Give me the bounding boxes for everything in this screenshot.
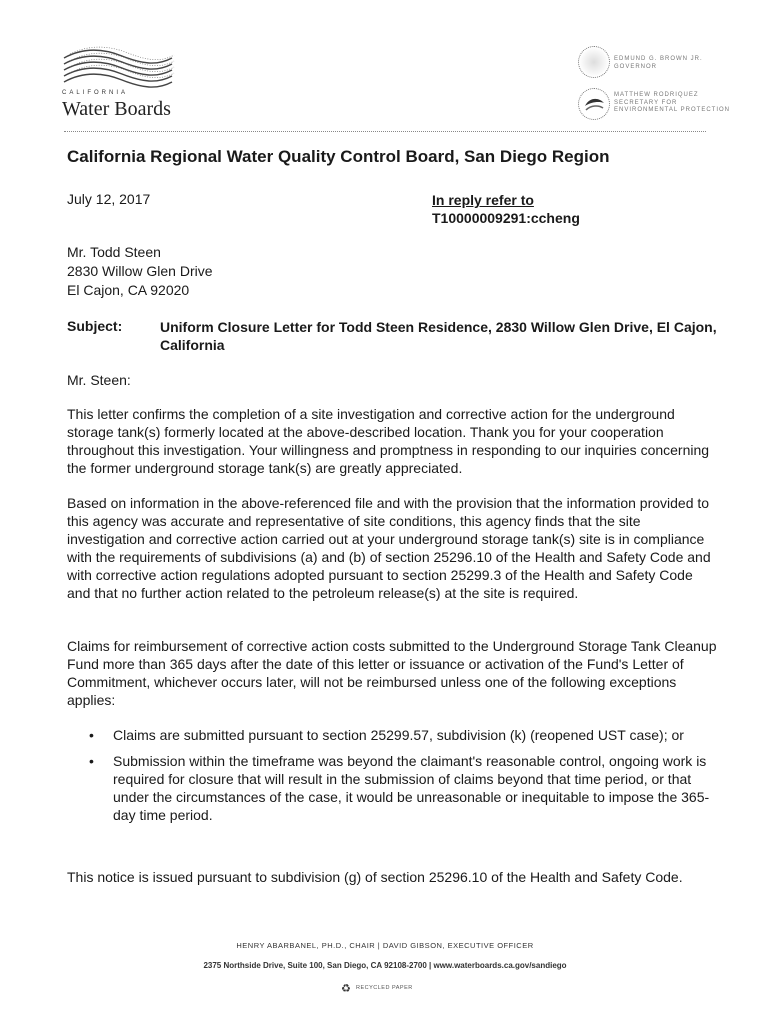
state-seal-icon bbox=[578, 46, 610, 78]
calepa-seal-icon bbox=[578, 88, 610, 120]
recycled-paper-text: RECYCLED PAPER bbox=[356, 985, 413, 991]
bullet-icon: • bbox=[89, 727, 94, 743]
subject-label: Subject: bbox=[67, 318, 123, 334]
secretary-title: SECRETARY FOR bbox=[614, 100, 678, 106]
paragraph-confirmation: This letter confirms the completion of a site investigation and corrective action for the underground storage tank(s) formerly located at the above-described location. Thank you for your cooperation throughout this investigation. Your willingness and promptness in responding to our inquiries concerning the former underground storage tank(s) are greatly appreciated. bbox=[67, 406, 710, 476]
governor-title: GOVERNOR bbox=[614, 64, 658, 70]
water-boards-logo bbox=[62, 44, 262, 124]
reply-value: T10000009291:ccheng bbox=[432, 210, 580, 226]
reply-label: In reply refer to bbox=[432, 192, 534, 208]
board-title: California Regional Water Quality Control Board, San Diego Region bbox=[67, 147, 610, 166]
secretary-title-2: ENVIRONMENTAL PROTECTION bbox=[614, 107, 731, 113]
recycle-icon: ♻ bbox=[341, 983, 351, 995]
subject-text: Uniform Closure Letter for Todd Steen Residence, 2830 Willow Glen Drive, El Cajon, California bbox=[160, 319, 717, 353]
letterhead bbox=[0, 0, 770, 140]
reply-reference bbox=[432, 191, 580, 227]
bullet-icon: • bbox=[89, 753, 94, 769]
logo-name-text: Water Boards bbox=[62, 98, 171, 120]
footer-address: 2375 Northside Drive, Suite 100, San Diego, CA 92108-2700 | www.waterboards.ca.gov/sandiego bbox=[203, 961, 567, 970]
paragraph-claims: Claims for reimbursement of corrective action costs submitted to the Underground Storage Tank Cleanup Fund more than 365 days after the date of this letter or issuance or activation of the Fund's Letter of Commitment, whichever occurs later, will not be reimbursed unless one of the following exceptions applies: bbox=[67, 638, 717, 708]
secretary-name: MATTHEW RODRIQUEZ bbox=[614, 92, 699, 98]
exceptions-list bbox=[67, 726, 719, 832]
paragraph-notice: This notice is issued pursuant to subdivision (g) of section 25296.10 of the Health and Safety Code. bbox=[67, 869, 683, 885]
recipient-street: 2830 Willow Glen Drive bbox=[67, 263, 213, 279]
governor-name: EDMUND G. BROWN JR. bbox=[614, 56, 703, 62]
recipient-address bbox=[67, 243, 213, 300]
list-item-text: Claims are submitted pursuant to section 25299.57, subdivision (k) (reopened UST case); or bbox=[113, 727, 684, 743]
list-item bbox=[67, 752, 719, 824]
salutation: Mr. Steen: bbox=[67, 372, 131, 388]
letterhead-divider bbox=[64, 131, 706, 132]
recipient-name: Mr. Todd Steen bbox=[67, 244, 161, 260]
list-item-text: Submission within the timeframe was beyond the claimant's reasonable control, ongoing work is required for closure that will result in the submission of claims beyond that time period, or that under the circumstances of the case, it would be unreasonable or inequitable to impose the 365-day time period. bbox=[113, 753, 710, 823]
letter-date: July 12, 2017 bbox=[67, 191, 151, 207]
list-item bbox=[67, 726, 719, 744]
recipient-city: El Cajon, CA 92020 bbox=[67, 282, 190, 298]
wave-logo-icon bbox=[62, 44, 262, 92]
paragraph-findings: Based on information in the above-referenced file and with the provision that the information provided to this agency was accurate and representative of site conditions, this agency finds that the site investigation and corrective action carried out at your underground storage tank(s) site is in compliance with the requirements of subdivisions (a) and (b) of section 25296.10 of the Health and Safety Code and with corrective action regulations adopted pursuant to section 25299.3 of the Health and Safety Code and that no further action related to the petroleum release(s) at the site is required. bbox=[67, 495, 711, 601]
logo-state-text: CALIFORNIA bbox=[62, 90, 129, 96]
footer-officers: HENRY ABARBANEL, PH.D., CHAIR | DAVID GIBSON, EXECUTIVE OFFICER bbox=[236, 941, 534, 950]
